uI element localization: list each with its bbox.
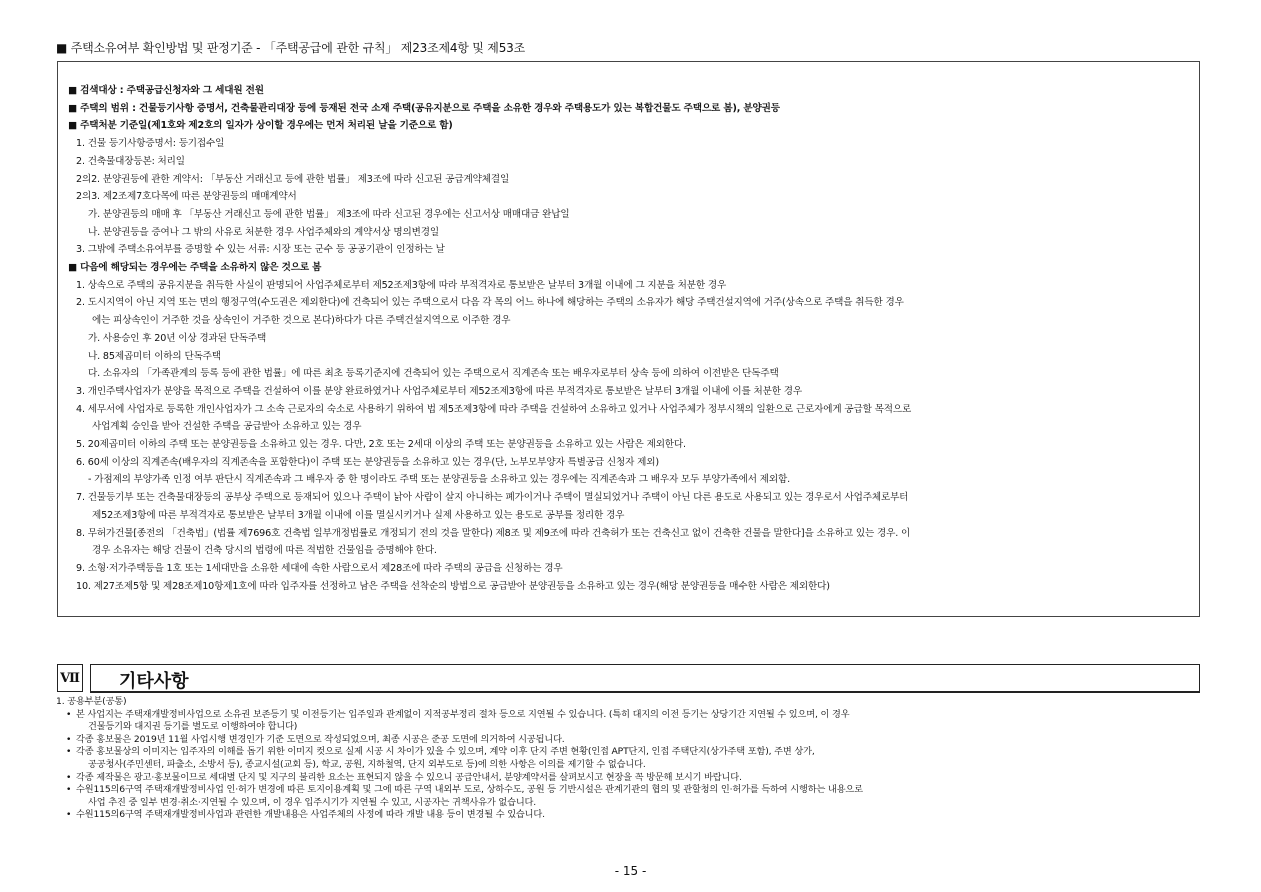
misc-bullet-item: • 수원115의6구역 주택재개발정비사업 인·허가 변경에 따른 토지이용계획 및 그에 따른 구역 내외부 도로, 상하수도, 공원 등 기반시설은 관계기관의 협의 및 관할청의 인·허가를 득하여 시행하는 내용으로	[66, 784, 1206, 797]
box-text-line: 1. 건물 등기사항증명서: 등기접수일	[76, 138, 225, 150]
section-header	[57, 664, 1200, 692]
page-number: - 15 -	[614, 864, 647, 878]
box-text-line: 나. 85제곱미터 이하의 단독주택	[88, 350, 221, 362]
box-text-line: 제52조제3항에 따른 부적격자로 통보받은 날부터 3개월 이내에 이를 멸실시키거나 실제 사용하고 있는 용도로 공부를 정리한 경우	[92, 509, 625, 521]
misc-bullet-item: • 각종 홍보물상의 이미지는 입주자의 이해를 돕기 위한 이미지 컷으로 실제 시공 시 차이가 있을 수 있으며, 계약 이후 단지 주변 현황(인접 APT단지, 인접 주택단지(상가주택 포함), 주변 상가,	[66, 746, 1206, 759]
misc-bullet-item: • 각종 홍보물은 2019년 11월 사업시행 변경인가 기준 도면으로 작성되었으며, 최종 시공은 준공 도면에 의거하여 시공됩니다.	[66, 734, 1206, 747]
box-text-line: 6. 60세 이상의 직계존속(배우자의 직계존속을 포함한다)이 주택 또는 분양권등을 소유하고 있는 경우(단, 노부모부양자 특별공급 신청자 제외)	[76, 456, 659, 468]
box-text-line: 경우 소유자는 해당 건물이 건축 당시의 법령에 따른 적법한 건물임을 증명해야 한다.	[92, 545, 437, 557]
section-title-box	[90, 664, 1200, 693]
box-text-line: 5. 20제곱미터 이하의 주택 또는 분양권등을 소유하고 있는 경우. 다만, 2호 또는 2세대 이상의 주택 또는 분양권등을 소유하고 있는 사람은 제외한다.	[76, 439, 686, 451]
misc-bullet-item: • 본 사업지는 주택재개발정비사업으로 소유권 보존등기 및 이전등기는 입주일과 관계없이 지적공부정리 절차 등으로 지연될 수 있습니다. (특히 대지의 이전 등기는 상당기간 지연될 수 있으며, 이 경우	[66, 709, 1206, 722]
box-text-line: 가. 분양권등의 매매 후 「부동산 거래신고 등에 관한 법률」 제3조에 따라 신고된 경우에는 신고서상 매매대금 완납일	[88, 208, 570, 220]
box-heading-line: ■ 주택의 범위 : 건물등기사항 증명서, 건축물관리대장 등에 등재된 전국 소재 주택(공유지분으로 주택을 소유한 경우와 주택용도가 있는 복합건물도 주택으로 봄), 분양권등	[68, 102, 780, 114]
misc-notes	[56, 696, 1206, 822]
misc-continuation-line: 공공청사(주민센터, 파출소, 소방서 등), 종교시설(교회 등), 학교, 공원, 지하철역, 단지 외부도로 등)에 의한 사항은 이의를 제기할 수 없습니다.	[88, 758, 646, 770]
box-text-line: 사업계획 승인을 받아 건설한 주택을 공급받아 소유하고 있는 경우	[92, 421, 362, 433]
box-text-line: - 가점제의 부양가족 인정 여부 판단시 직계존속과 그 배우자 중 한 명이라도 주택 또는 분양권등을 소유하고 있는 경우에는 직계존속과 그 배우자 모두 부양가족에서 제외함.	[88, 474, 791, 486]
box-text-line: 8. 무허가건물[종전의 「건축법」(법률 제7696호 건축법 일부개정법률로 개정되기 전의 것을 말한다) 제8조 및 제9조에 따라 건축허가 또는 건축신고 없이 건축한 건물을 말한다]을 소유하고 있는 경우. 이	[76, 527, 911, 539]
box-heading-line: ■ 주택처분 기준일(제1호와 제2호의 일자가 상이할 경우에는 먼저 처리된 날을 기준으로 함)	[68, 120, 453, 132]
box-text-line: 2의3. 제2조제7호다목에 따른 분양권등의 매매계약서	[76, 191, 297, 203]
misc-continuation-line: 사업 추진 중 일부 변경·취소·지연될 수 있으며, 이 경우 입주시기가 지연될 수 있고, 시공자는 귀책사유가 없습니다.	[88, 796, 537, 808]
box-text-line: 3. 그밖에 주택소유여부를 증명할 수 있는 서류: 시장 또는 군수 등 공공기관이 인정하는 날	[76, 244, 445, 256]
box-text-line: 10. 제27조제5항 및 제28조제10항제1호에 따라 입주자를 선정하고 남은 주택을 선착순의 방법으로 공급받아 분양권등을 소유하고 있는 경우(해당 분양권등을 매수한 사람은 제외한다)	[76, 580, 830, 592]
box-text-line: 나. 분양권등을 증여나 그 밖의 사유로 처분한 경우 사업주체와의 계약서상 명의변경일	[88, 226, 440, 238]
box-text-line: 2. 건축물대장등본: 처리일	[76, 155, 185, 167]
box-text-line: 3. 개인주택사업자가 분양을 목적으로 주택을 건설하여 이를 분양 완료하였거나 사업주체로부터 제52조제3항에 따른 부적격자로 통보받은 날부터 3개월 이내에 이를 처분한 경우	[76, 385, 802, 397]
box-heading-line: ■ 검색대상 : 주택공급신청자와 그 세대원 전원	[68, 85, 264, 96]
page-header: ■ 주택소유여부 확인방법 및 판정기준 - 「주택공급에 관한 규칙」 제23조제4항 및 제53조	[56, 41, 525, 55]
box-text-line: 4. 세무서에 사업자로 등록한 개인사업자가 그 소속 근로자의 숙소로 사용하기 위하여 법 제5조제3항에 따라 주택을 건설하여 소유하고 있거나 사업주체가 정부시책의 일환으로 근로자에게 공급할 목적으로	[76, 403, 912, 415]
housing-ownership-criteria-box	[57, 61, 1200, 617]
box-text-line: 2. 도시지역이 아닌 지역 또는 면의 행정구역(수도권은 제외한다)에 건축되어 있는 주택으로서 다음 각 목의 어느 하나에 해당하는 주택의 소유자가 해당 주택건설지역에 거주(상속으로 주택을 취득한 경우	[76, 297, 904, 309]
box-heading-line: ■ 다음에 해당되는 경우에는 주택을 소유하지 않은 것으로 봄	[68, 262, 322, 274]
misc-bullet-item: • 각종 제작물은 광고·홍보물이므로 세대별 단지 및 지구의 불리한 요소는 표현되지 않을 수 있으니 공급안내서, 분양계약서를 살펴보시고 현장을 꼭 방문해 보시기 바랍니다.	[66, 772, 1206, 785]
misc-continuation-line: 건물등기와 대지권 등기를 별도로 이행하여야 합니다)	[88, 721, 298, 733]
misc-heading: 1. 공용부분(공통)	[56, 696, 127, 707]
misc-bullet-item: • 수원115의6구역 주택재개발정비사업과 관련한 개발내용은 사업주체의 사정에 따라 개발 내용 등이 변경될 수 있습니다.	[66, 809, 1206, 822]
box-text-line: 다. 소유자의 「가족관계의 등록 등에 관한 법률」에 따른 최초 등록기준지에 건축되어 있는 주택으로서 직계존속 또는 배우자로부터 상속 등에 의하여 이전받은 단독주택	[88, 368, 779, 380]
section-number: Ⅶ	[57, 664, 83, 692]
box-text-line: 7. 건물등기부 또는 건축물대장등의 공부상 주택으로 등재되어 있으나 주택이 낡아 사람이 살지 아니하는 폐가이거나 주택이 멸실되었거나 주택이 아닌 다른 용도로 사용되고 있는 경우로서 사업주체로부터	[76, 492, 909, 504]
box-text-line: 가. 사용승인 후 20년 이상 경과된 단독주택	[88, 332, 267, 344]
box-text-line: 1. 상속으로 주택의 공유지분을 취득한 사실이 판명되어 사업주체로부터 제52조제3항에 따라 부적격자로 통보받은 날부터 3개월 이내에 그 지분을 처분한 경우	[76, 279, 727, 291]
box-text-line: 2의2. 분양권등에 관한 계약서: 「부동산 거래신고 등에 관한 법률」 제3조에 따라 신고된 공급계약체결일	[76, 173, 510, 185]
section-title: 기타사항	[119, 671, 189, 692]
box-text-line: 9. 소형·저가주택등을 1호 또는 1세대만을 소유한 세대에 속한 사람으로서 제28조에 따라 주택의 공급을 신청하는 경우	[76, 562, 563, 574]
box-text-line: 에는 피상속인이 거주한 것을 상속인이 거주한 것으로 본다)하다가 다른 주택건설지역으로 이주한 경우	[92, 315, 511, 327]
